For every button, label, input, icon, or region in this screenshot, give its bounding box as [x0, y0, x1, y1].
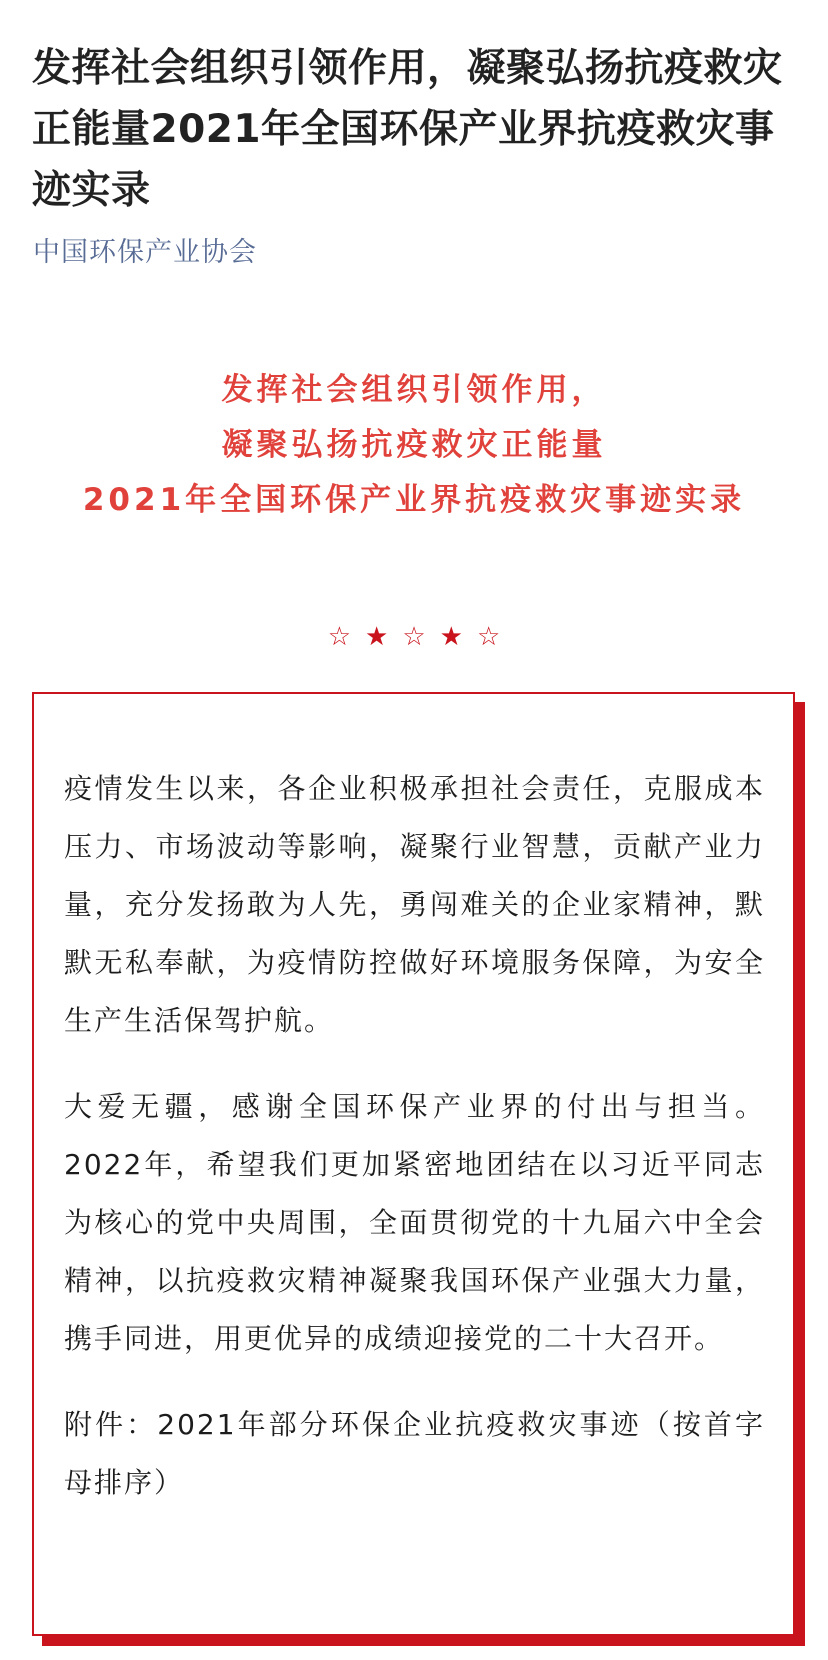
banner-line: 2021年全国环保产业界抗疫救灾事迹实录 — [82, 482, 746, 518]
banner-line: 凝聚弘扬抗疫救灾正能量 — [221, 427, 607, 463]
star-outline-icon: ☆ — [476, 622, 515, 652]
star-outline-icon: ☆ — [327, 622, 366, 652]
banner-line: 发挥社会组织引领作用， — [221, 372, 607, 408]
star-divider — [0, 622, 828, 652]
paragraph-thanks: 大爱无疆，感谢全国环保产业界的付出与担当。2022年，希望我们更加紧密地团结在以习近平同志为核心的党中央周围，全面贯彻党的十九届六中全会精神，以抗疫救灾精神凝聚我国环保产业强大力量，携手同进，用更优异的成绩迎接党的二十大召开。 — [64, 1090, 765, 1355]
author-link[interactable]: 中国环保产业协会 — [33, 237, 257, 268]
star-outline-icon: ☆ — [402, 622, 440, 652]
paragraph-attachment: 附件：2021年部分环保企业抗疫救灾事迹（按首字母排序） — [64, 1408, 765, 1499]
paragraph-intro: 疫情发生以来，各企业积极承担社会责任，克服成本压力、市场波动等影响，凝聚行业智慧，贡献产业力量，充分发扬敢为人先，勇闯难关的企业家精神，默默无私奉献，为疫情防控做好环境服务保障，为安全生产生活保驾护航。 — [64, 772, 765, 1037]
star-filled-icon: ★ — [439, 622, 477, 652]
article-title: 发挥社会组织引领作用，凝聚弘扬抗疫救灾正能量2021年全国环保产业界抗疫救灾事迹实录 — [32, 46, 783, 213]
banner-heading — [0, 363, 828, 528]
star-filled-icon: ★ — [365, 622, 403, 652]
content-card — [32, 692, 795, 1636]
